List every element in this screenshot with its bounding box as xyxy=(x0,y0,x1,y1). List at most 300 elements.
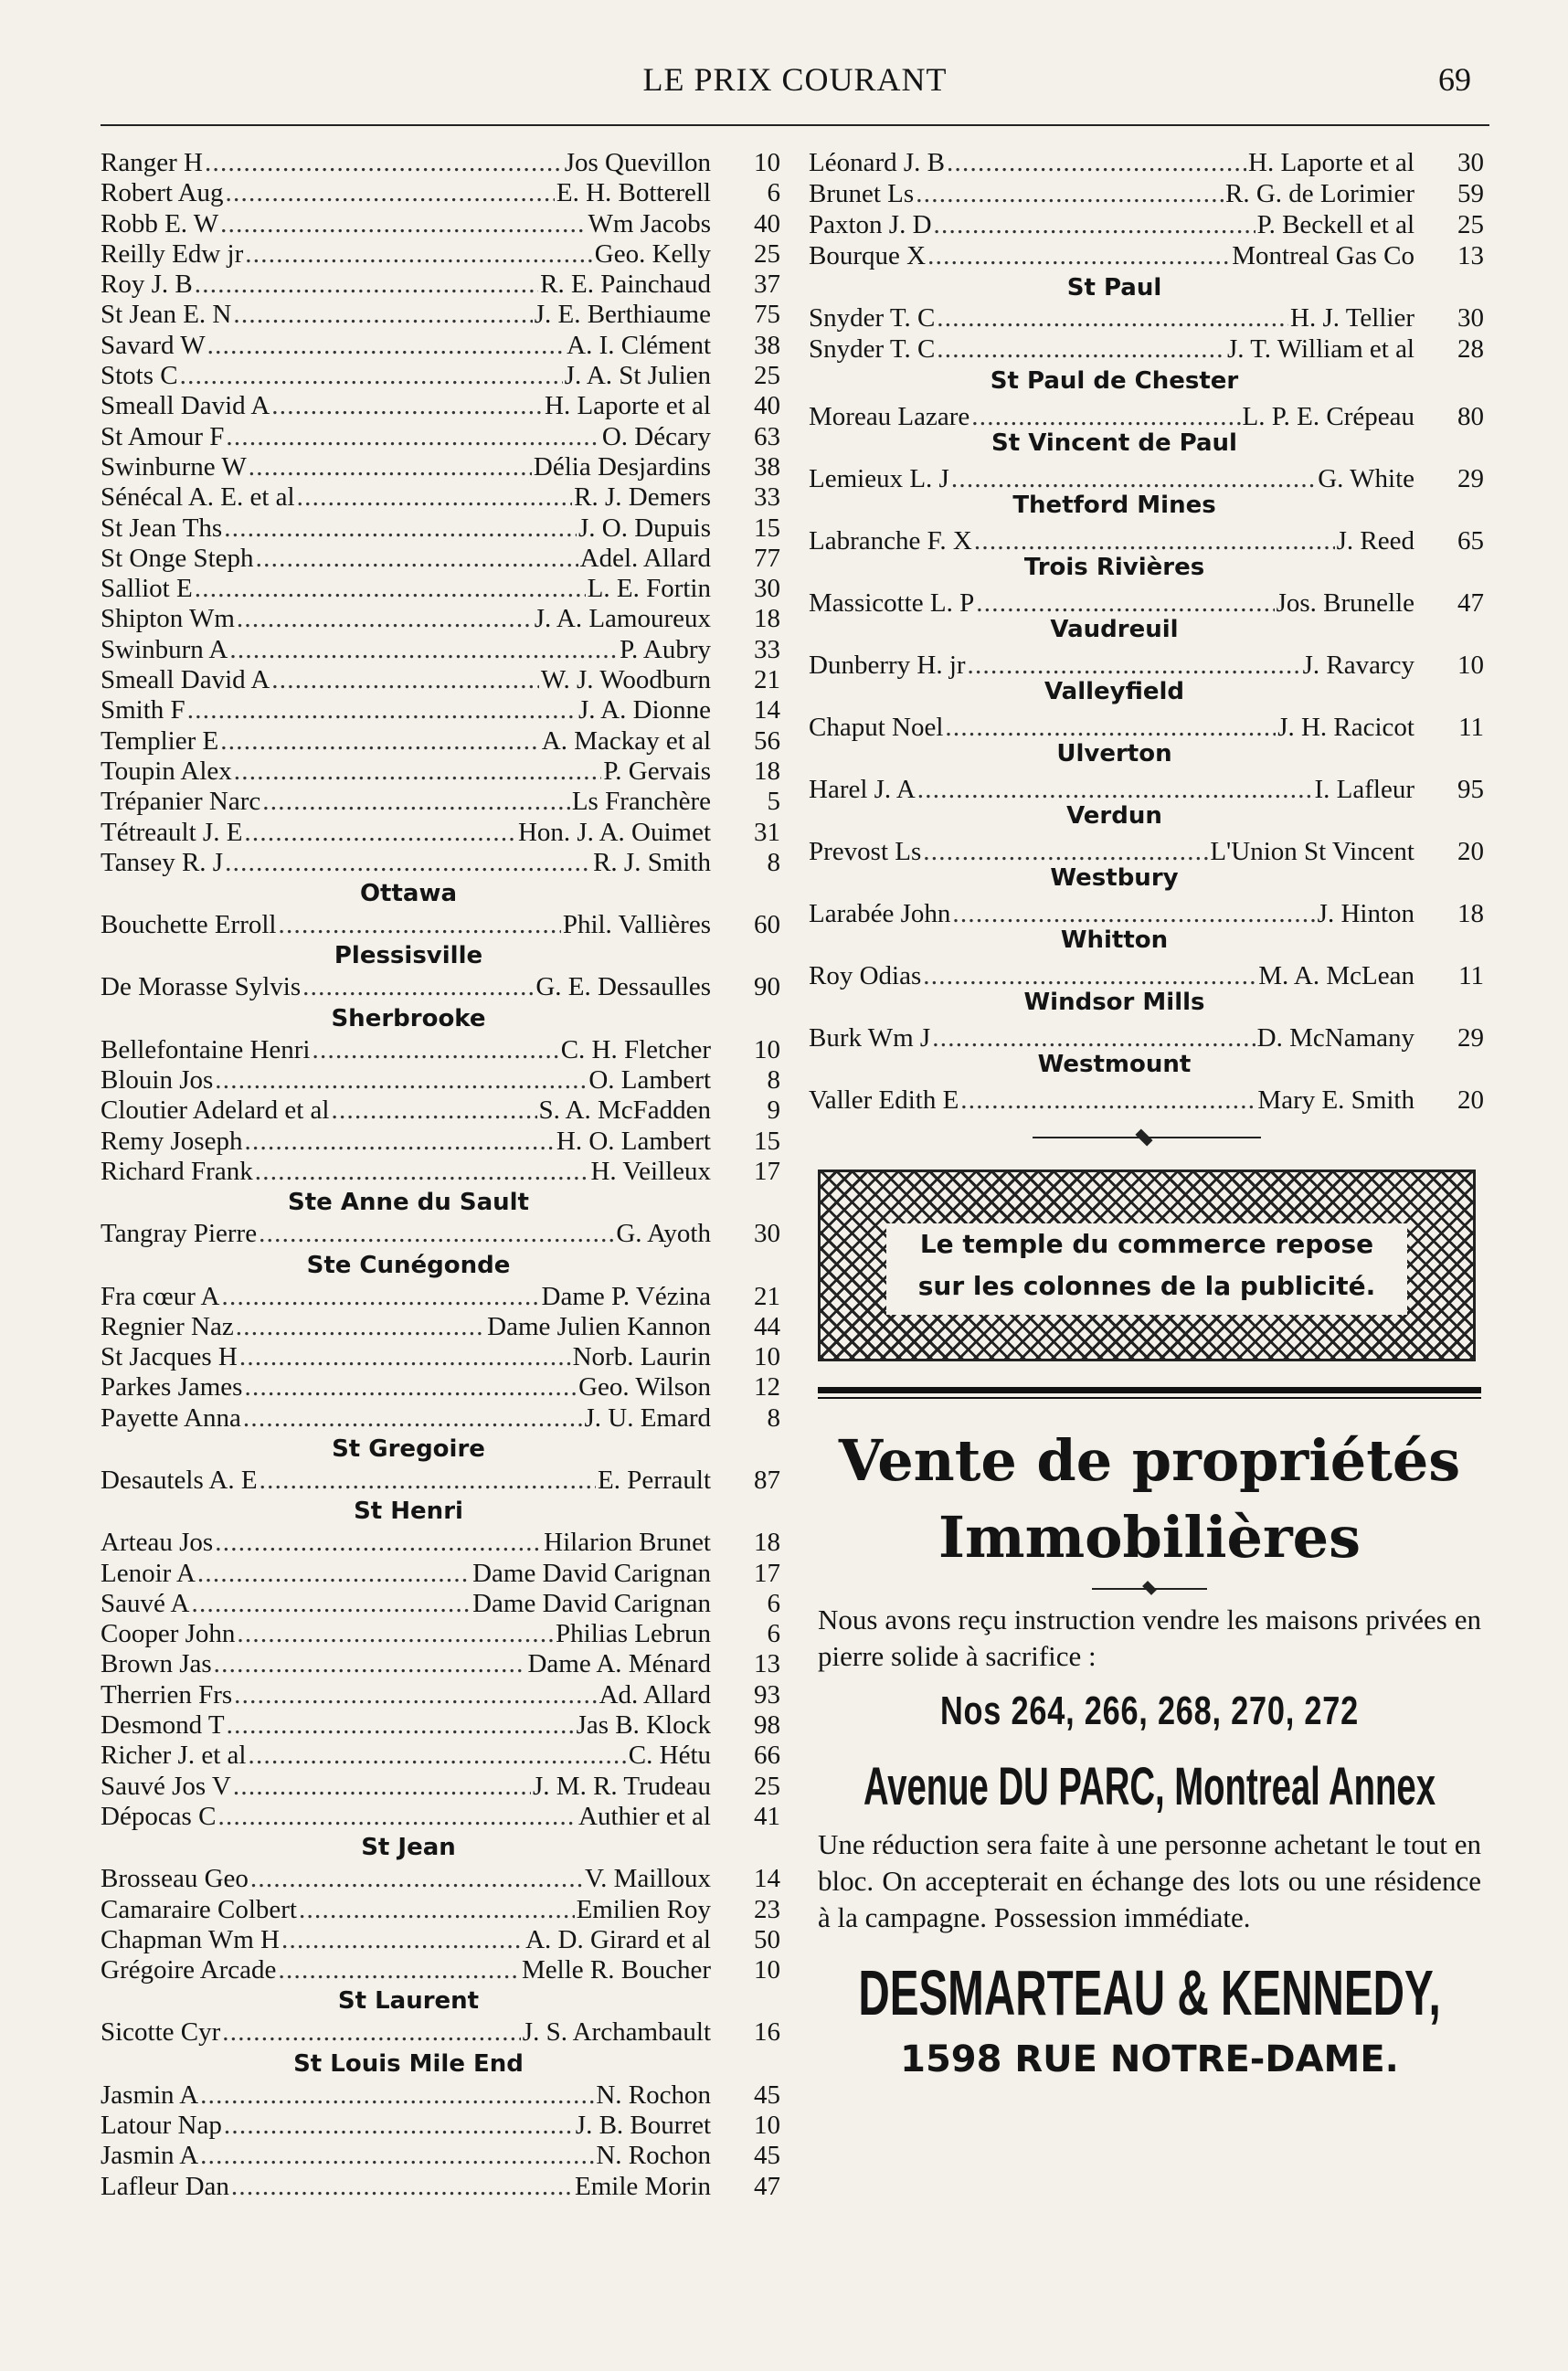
judgment-amount: 8 xyxy=(767,847,780,877)
judgment-amount: 29 xyxy=(1457,464,1484,493)
plaintiff-name: C. Hétu xyxy=(628,1741,711,1771)
judgment-amount: 21 xyxy=(754,1281,780,1311)
judgment-entry xyxy=(101,2080,786,2111)
judgment-entry xyxy=(101,1372,786,1402)
judgment-amount: 25 xyxy=(754,1771,780,1801)
plaintiff-name: Ad. Allard xyxy=(599,1679,711,1709)
dot-leader xyxy=(225,848,591,878)
plaintiff-name: J. A. Dionne xyxy=(578,695,711,725)
judgment-amount: 90 xyxy=(754,972,780,1002)
judgment-entry xyxy=(809,769,1489,804)
dot-leader xyxy=(260,1466,596,1496)
defendant-name: Sauvé A xyxy=(101,1588,190,1618)
locality-heading: Verdun xyxy=(1066,802,1162,830)
dot-leader xyxy=(302,972,534,1002)
defendant-name: St Jacques H xyxy=(101,1342,238,1372)
judgment-entry xyxy=(809,645,1489,680)
defendant-name: Desmond T xyxy=(101,1710,225,1741)
plaintiff-name: J. B. Bourret xyxy=(575,2111,711,2141)
locality-heading: Ste Cunégonde xyxy=(306,1251,511,1279)
defendant-name: Parkes James xyxy=(101,1372,243,1402)
judgment-entry xyxy=(101,757,786,787)
judgment-entry xyxy=(101,910,786,940)
dot-leader xyxy=(916,179,1224,209)
judgment-amount: 87 xyxy=(754,1465,780,1495)
judgment-entry xyxy=(101,1741,786,1771)
plaintiff-name: Dame A. Ménard xyxy=(527,1649,711,1679)
locality-heading: St Henri xyxy=(354,1498,463,1526)
judgment-entry xyxy=(809,210,1489,241)
defendant-name: Arteau Jos xyxy=(101,1528,214,1558)
plaintiff-name: I. Lafleur xyxy=(1314,775,1414,804)
plaintiff-name: J. T. William et al xyxy=(1226,334,1414,364)
judgment-amount: 15 xyxy=(754,1126,780,1156)
judgment-entry xyxy=(101,1127,786,1157)
judgment-entry xyxy=(809,1018,1489,1053)
judgment-amount: 10 xyxy=(754,1342,780,1372)
defendant-name: Payette Anna xyxy=(101,1402,241,1433)
plaintiff-name: N. Rochon xyxy=(596,2080,711,2110)
judgment-entry xyxy=(101,787,786,817)
judgment-entry xyxy=(809,521,1489,556)
locality-heading: Valleyfield xyxy=(1044,678,1185,705)
judgment-amount: 63 xyxy=(754,421,780,451)
defendant-name: Camaraire Colbert xyxy=(101,1894,297,1924)
diamond-ornament-icon xyxy=(1142,1581,1157,1595)
locality-heading: St Vincent de Paul xyxy=(991,429,1237,457)
judgment-amount: 14 xyxy=(754,1864,780,1894)
plaintiff-name: A. D. Girard et al xyxy=(525,1924,711,1954)
judgment-amount: 6 xyxy=(767,178,780,208)
judgment-amount: 95 xyxy=(1457,775,1484,804)
plaintiff-name: J. Ravarcy xyxy=(1302,651,1414,680)
notice-line-1: Le temple du commerce repose xyxy=(919,1229,1374,1259)
judgment-entry xyxy=(809,1080,1489,1115)
plaintiff-name: A. Mackay et al xyxy=(541,725,711,756)
dot-leader xyxy=(234,1680,597,1710)
defendant-name: St Jean Ths xyxy=(101,513,223,543)
plaintiff-name: Mary E. Smith xyxy=(1257,1085,1414,1115)
judgment-entry xyxy=(809,707,1489,742)
defendant-name: Trépanier Narc xyxy=(101,787,261,817)
judgment-amount: 38 xyxy=(754,451,780,482)
defendant-name: Desautels A. E xyxy=(101,1465,258,1495)
defendant-name: Salliot E xyxy=(101,574,193,604)
plaintiff-name: Norb. Laurin xyxy=(572,1342,711,1372)
plaintiff-name: Adel. Allard xyxy=(579,543,711,573)
judgment-entry xyxy=(101,148,786,178)
plaintiff-name: J. Hinton xyxy=(1317,899,1414,928)
dot-leader xyxy=(237,604,533,634)
locality-heading: Plessisville xyxy=(334,942,483,970)
plaintiff-name: O. Lambert xyxy=(588,1065,711,1096)
judgment-entry xyxy=(101,239,786,270)
dot-leader xyxy=(278,910,560,940)
dot-leader xyxy=(937,334,1225,365)
defendant-name: Bourque X xyxy=(809,241,927,270)
defendant-name: St Jean E. N xyxy=(101,300,232,330)
plaintiff-name: J. M. R. Trudeau xyxy=(533,1771,711,1801)
defendant-name: Sauvé Jos V xyxy=(101,1771,231,1801)
plaintiff-name: E. H. Botterell xyxy=(556,178,711,208)
ad-house-numbers: Nos 264, 266, 268, 270, 272 xyxy=(939,1688,1360,1733)
dot-leader xyxy=(248,1741,626,1771)
judgment-amount: 28 xyxy=(1457,334,1484,364)
judgment-entry xyxy=(101,1157,786,1187)
judgment-amount: 9 xyxy=(767,1096,780,1126)
judgment-entry xyxy=(101,1312,786,1342)
right-judgment-list xyxy=(809,148,1489,1115)
locality-heading: St Paul xyxy=(1066,274,1162,302)
plaintiff-name: Dame P. Vézina xyxy=(541,1281,711,1311)
defendant-name: Grégoire Arcade xyxy=(101,1955,277,1985)
defendant-name: Dépocas C xyxy=(101,1801,217,1831)
dot-leader xyxy=(297,482,573,513)
judgment-amount: 47 xyxy=(754,2171,780,2201)
defendant-name: Latour Nap xyxy=(101,2111,222,2141)
judgment-entry xyxy=(101,361,786,391)
judgment-amount: 5 xyxy=(767,787,780,817)
judgment-entry xyxy=(101,1895,786,1925)
judgment-amount: 60 xyxy=(754,910,780,940)
ad-top-rule xyxy=(818,1387,1481,1399)
plaintiff-name: O. Décary xyxy=(601,421,711,451)
judgment-entry xyxy=(101,1680,786,1710)
judgment-entry xyxy=(101,270,786,300)
judgment-entry xyxy=(809,831,1489,866)
plaintiff-name: H. Laporte et al xyxy=(1248,148,1414,177)
judgment-amount: 16 xyxy=(754,2017,780,2048)
defendant-name: Roy J. B xyxy=(101,270,193,300)
judgment-amount: 10 xyxy=(754,148,780,177)
dot-leader xyxy=(227,1710,575,1741)
plaintiff-name: J. A. Lamoureux xyxy=(534,604,711,634)
judgment-entry xyxy=(101,452,786,482)
defendant-name: Valler Edith E xyxy=(809,1085,959,1115)
judgment-entry xyxy=(809,334,1489,365)
dot-leader xyxy=(221,1282,539,1312)
judgment-amount: 10 xyxy=(754,2111,780,2141)
dot-leader xyxy=(215,1528,542,1558)
defendant-name: Roy Odias xyxy=(809,961,922,990)
judgment-amount: 77 xyxy=(754,543,780,573)
defendant-name: Larabée John xyxy=(809,899,951,928)
plaintiff-name: Dame Julien Kannon xyxy=(487,1311,711,1341)
judgment-amount: 10 xyxy=(754,1034,780,1064)
dot-leader xyxy=(255,1157,589,1187)
judgment-entry xyxy=(101,1864,786,1894)
judgment-amount: 8 xyxy=(767,1402,780,1433)
defendant-name: Jasmin A xyxy=(101,2141,199,2171)
dot-leader xyxy=(244,1372,577,1402)
dot-leader xyxy=(256,544,578,574)
judgment-entry xyxy=(101,2172,786,2202)
judgment-entry xyxy=(809,956,1489,990)
judgment-amount: 25 xyxy=(754,361,780,391)
judgment-amount: 50 xyxy=(754,1924,780,1954)
defendant-name: Smeall David A xyxy=(101,391,270,421)
judgment-entry xyxy=(809,303,1489,334)
ad-firm-name: DESMARTEAU & KENNEDY, xyxy=(858,1957,1441,2028)
judgment-entry xyxy=(101,1802,786,1832)
locality-heading: Whitton xyxy=(1060,926,1169,954)
dot-leader xyxy=(244,818,516,848)
plaintiff-name: R. E. Painchaud xyxy=(540,270,711,300)
dot-leader xyxy=(215,1065,587,1096)
locality-heading: Westbury xyxy=(1050,864,1179,892)
judgment-entry xyxy=(101,422,786,452)
locality-heading: Ulverton xyxy=(1056,740,1172,767)
defendant-name: St Onge Steph xyxy=(101,543,254,573)
judgment-amount: 18 xyxy=(754,1528,780,1558)
ad-intro-text: Nous avons reçu instruction vendre les maisons privées en pierre solide à sacrifice : xyxy=(818,1604,1481,1672)
locality-heading: St Jean xyxy=(361,1834,456,1862)
plaintiff-name: Dame David Carignan xyxy=(472,1558,711,1588)
defendant-name: Dunberry H. jr xyxy=(809,651,966,680)
defendant-name: Léonard J. B xyxy=(809,148,945,177)
plaintiff-name: Hon. J. A. Ouimet xyxy=(517,817,711,847)
judgment-amount: 40 xyxy=(754,391,780,421)
judgment-amount: 38 xyxy=(754,330,780,360)
dot-leader xyxy=(187,695,577,725)
judgment-entry xyxy=(101,2141,786,2171)
dot-leader xyxy=(281,1925,524,1955)
judgment-amount: 25 xyxy=(754,238,780,269)
judgment-amount: 56 xyxy=(754,725,780,756)
plaintiff-name: P. Gervais xyxy=(603,756,711,786)
defendant-name: Brosseau Geo xyxy=(101,1864,249,1894)
right-column xyxy=(809,148,1489,2082)
plaintiff-name: L'Union St Vincent xyxy=(1210,837,1414,866)
defendant-name: Swinburne W xyxy=(101,451,247,482)
plaintiff-name: Wm Jacobs xyxy=(588,208,711,238)
plaintiff-name: J. Reed xyxy=(1336,526,1414,556)
plaintiff-name: L. E. Fortin xyxy=(587,574,711,604)
judgment-entry xyxy=(101,1925,786,1955)
dot-leader xyxy=(231,2172,573,2202)
defendant-name: Richard Frank xyxy=(101,1156,253,1186)
plaintiff-name: Phil. Vallières xyxy=(562,910,711,940)
plaintiff-name: G. E. Dessaulles xyxy=(535,972,711,1002)
judgment-amount: 93 xyxy=(754,1679,780,1709)
dot-leader xyxy=(214,1649,526,1679)
judgment-amount: 12 xyxy=(754,1372,780,1402)
ad-divider xyxy=(818,1576,1481,1602)
judgment-entry xyxy=(101,1403,786,1434)
judgment-amount: 20 xyxy=(1457,1085,1484,1115)
plaintiff-name: Dame David Carignan xyxy=(472,1588,711,1618)
defendant-name: Lenoir A xyxy=(101,1558,196,1588)
ad-offer-text: Une réduction sera faite à une personne achetant le tout en bloc. On accepterait en échange des lots ou une résidence à la campagne. Possession immédiate. xyxy=(818,1828,1481,1933)
dot-leader xyxy=(226,422,599,452)
locality-heading: Trois Rivières xyxy=(1023,554,1205,581)
judgment-entry xyxy=(101,2111,786,2141)
judgment-amount: 59 xyxy=(1457,179,1484,208)
defendant-name: Regnier Naz xyxy=(101,1311,234,1341)
defendant-name: Robert Aug xyxy=(101,178,224,208)
judgment-entry xyxy=(809,894,1489,928)
judgment-entry xyxy=(101,1282,786,1312)
defendant-name: Labranche F. X xyxy=(809,526,972,556)
defendant-name: Harel J. A xyxy=(809,775,916,804)
dot-leader xyxy=(220,209,586,239)
defendant-name: Savard W xyxy=(101,330,206,360)
judgment-entry xyxy=(101,848,786,878)
judgment-amount: 30 xyxy=(754,1219,780,1249)
dot-leader xyxy=(271,391,543,421)
plaintiff-name: M. A. McLean xyxy=(1258,961,1414,990)
judgment-entry xyxy=(101,391,786,421)
publicity-notice-text xyxy=(886,1223,1407,1315)
judgment-entry xyxy=(101,972,786,1002)
judgment-amount: 15 xyxy=(754,513,780,543)
defendant-name: Smeall David A xyxy=(101,665,270,695)
dot-leader xyxy=(197,1559,471,1589)
judgment-entry xyxy=(101,544,786,574)
judgment-amount: 6 xyxy=(767,1619,780,1649)
plaintiff-name: J. U. Emard xyxy=(584,1402,711,1433)
dot-leader xyxy=(200,2141,594,2171)
judgment-entry xyxy=(101,695,786,725)
locality-heading: Windsor Mills xyxy=(1023,989,1205,1016)
defendant-name: Swinburn A xyxy=(101,634,228,664)
defendant-name: Ranger H xyxy=(101,148,203,177)
plaintiff-name: L. P. E. Crépeau xyxy=(1242,402,1414,431)
dot-leader xyxy=(224,2111,574,2141)
dot-leader xyxy=(233,300,532,330)
dot-leader xyxy=(245,239,592,270)
plaintiff-name: Emilien Roy xyxy=(576,1894,711,1924)
judgment-amount: 33 xyxy=(754,634,780,664)
judgment-entry xyxy=(101,635,786,665)
judgment-amount: 23 xyxy=(754,1894,780,1924)
defendant-name: Snyder T. C xyxy=(809,303,936,333)
dot-leader xyxy=(313,1035,559,1065)
defendant-name: Chaput Noel xyxy=(809,713,944,742)
locality-heading: St Laurent xyxy=(337,1987,480,2016)
dot-leader xyxy=(934,210,1255,240)
left-judgment-column xyxy=(101,148,786,2202)
defendant-name: Richer J. et al xyxy=(101,1741,247,1771)
judgment-amount: 30 xyxy=(1457,303,1484,333)
judgment-entry xyxy=(101,726,786,757)
judgment-entry xyxy=(101,604,786,634)
ad-firm-address: 1598 RUE NOTRE-DAME. xyxy=(900,2038,1399,2080)
judgment-entry xyxy=(809,583,1489,618)
dot-leader xyxy=(249,452,532,482)
judgment-entry xyxy=(101,1619,786,1649)
dot-leader xyxy=(222,2017,521,2048)
judgment-entry xyxy=(101,1559,786,1589)
plaintiff-name: Délia Desjardins xyxy=(533,451,711,482)
defendant-name: Templier E xyxy=(101,725,219,756)
judgment-amount: 30 xyxy=(754,574,780,604)
plaintiff-name: R. J. Demers xyxy=(574,482,711,513)
judgment-entry xyxy=(101,1219,786,1249)
judgment-amount: 13 xyxy=(1457,241,1484,270)
dot-leader xyxy=(195,574,586,604)
defendant-name: St Amour F xyxy=(101,421,225,451)
judgment-amount: 45 xyxy=(754,2141,780,2171)
plaintiff-name: J. H. Racicot xyxy=(1277,713,1414,742)
dot-leader xyxy=(250,1864,583,1894)
judgment-amount: 30 xyxy=(1457,148,1484,177)
judgment-entry xyxy=(101,1649,786,1679)
dot-leader xyxy=(937,303,1288,333)
defendant-name: Lemieux L. J xyxy=(809,464,949,493)
judgment-amount: 6 xyxy=(767,1588,780,1618)
dot-leader xyxy=(237,1619,554,1649)
judgment-entry xyxy=(101,1096,786,1126)
dot-leader xyxy=(239,1342,571,1372)
defendant-name: Cooper John xyxy=(101,1619,236,1649)
judgment-entry xyxy=(101,300,786,330)
judgment-amount: 11 xyxy=(1458,961,1484,990)
locality-heading: St Louis Mile End xyxy=(293,2049,524,2078)
judgment-entry xyxy=(101,513,786,544)
plaintiff-name: H. O. Lambert xyxy=(556,1126,711,1156)
judgment-entry xyxy=(101,1589,786,1619)
dot-leader xyxy=(259,1219,614,1249)
judgment-entry xyxy=(101,1955,786,1985)
locality-heading: St Paul de Chester xyxy=(990,367,1239,395)
dot-leader xyxy=(278,1955,520,1985)
defendant-name: Toupin Alex xyxy=(101,756,232,786)
judgment-entry xyxy=(101,1710,786,1741)
plaintiff-name: H. J. Tellier xyxy=(1290,303,1414,333)
judgment-amount: 18 xyxy=(754,756,780,786)
judgment-entry xyxy=(101,1065,786,1096)
judgment-amount: 65 xyxy=(1457,526,1484,556)
plaintiff-name: P. Aubry xyxy=(620,634,711,664)
ad-headline-line-1: Vente de propriétés xyxy=(838,1427,1461,1494)
judgment-amount: 37 xyxy=(754,270,780,300)
locality-heading: Ste Anne du Sault xyxy=(288,1189,529,1217)
defendant-name: Reilly Edw jr xyxy=(101,238,244,269)
judgment-entry xyxy=(101,1466,786,1496)
judgment-amount: 44 xyxy=(754,1311,780,1341)
locality-heading: Westmount xyxy=(1037,1051,1192,1078)
defendant-name: Fra cœur A xyxy=(101,1281,220,1311)
plaintiff-name: Jas B. Klock xyxy=(576,1710,711,1741)
plaintiff-name: D. McNamany xyxy=(1256,1023,1414,1053)
dot-leader xyxy=(331,1096,536,1126)
plaintiff-name: J. E. Berthiaume xyxy=(534,300,711,330)
defendant-name: Robb E. W xyxy=(101,208,219,238)
plaintiff-name: H. Laporte et al xyxy=(545,391,711,421)
dot-leader xyxy=(226,178,555,208)
defendant-name: Brown Jas xyxy=(101,1649,212,1679)
defendant-name: Remy Joseph xyxy=(101,1126,243,1156)
judgment-entry xyxy=(101,2017,786,2048)
plaintiff-name: W. J. Woodburn xyxy=(540,665,711,695)
plaintiff-name: Emile Morin xyxy=(574,2171,711,2201)
plaintiff-name: J. O. Dupuis xyxy=(577,513,711,543)
defendant-name: Sicotte Cyr xyxy=(101,2017,221,2048)
plaintiff-name: J. S. Archambault xyxy=(522,2017,711,2048)
plaintiff-name: A. I. Clément xyxy=(567,330,711,360)
judgment-amount: 18 xyxy=(1457,899,1484,928)
judgment-entry xyxy=(101,331,786,361)
dot-leader xyxy=(217,1802,577,1832)
judgment-amount: 45 xyxy=(754,2080,780,2110)
plaintiff-name: N. Rochon xyxy=(596,2141,711,2171)
dot-leader xyxy=(229,635,618,665)
plaintiff-name: Montreal Gas Co xyxy=(1232,241,1414,270)
plaintiff-name: V. Mailloux xyxy=(584,1864,711,1894)
plaintiff-name: Geo. Wilson xyxy=(578,1372,711,1402)
dot-leader xyxy=(195,270,538,300)
